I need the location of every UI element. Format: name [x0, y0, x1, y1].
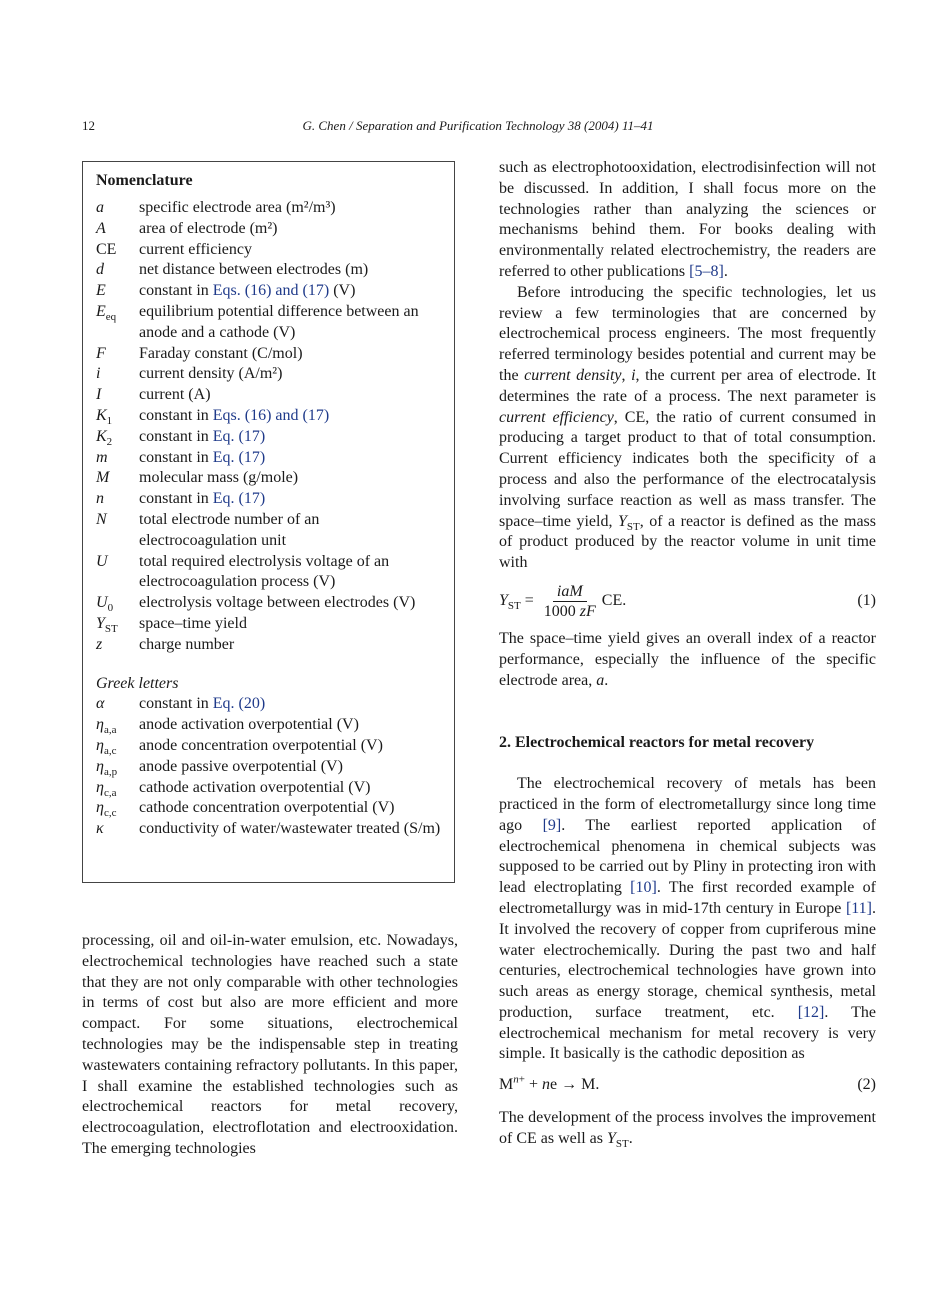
greek-definition: conductivity of water/wastewater treated (S/m): [139, 820, 441, 838]
nomenclature-row: [96, 427, 441, 448]
nomenclature-row: [96, 219, 441, 240]
nomenclature-symbol: M: [96, 469, 110, 487]
nomenclature-title: Nomenclature: [96, 172, 193, 189]
greek-definition: cathode activation overpotential (V): [139, 778, 371, 796]
nomenclature-row: [96, 635, 441, 656]
greek-symbol: $\eta_{a,c}$: [96, 736, 117, 758]
equation-reference-link[interactable]: Eqs. (16) and (17): [212, 406, 330, 424]
nomenclature-symbol: m: [96, 448, 108, 466]
nomenclature-symbol: N: [96, 510, 107, 528]
greek-letters-list: [96, 694, 441, 840]
nomenclature-row: [96, 510, 441, 552]
nomenclature-symbol: i: [96, 365, 101, 383]
nomenclature-symbol: F: [96, 344, 106, 362]
nomenclature-definition: electrolysis voltage between electrodes (V): [139, 594, 416, 612]
paragraph-space-time-yield: The space–time yield gives an overall index of a reactor performance, especially the influence of the specific electrode area, a.: [499, 629, 876, 689]
nomenclature-row: [96, 364, 441, 385]
greek-row: [96, 778, 441, 799]
ref-5-8-link[interactable]: [5–8]: [689, 262, 724, 280]
equation-1: [499, 582, 876, 621]
nomenclature-symbol: a: [96, 199, 104, 216]
nomenclature-row: [96, 240, 441, 261]
greek-letters-title: Greek letters: [96, 674, 179, 692]
nomenclature-definition: constant in Eqs. (16) and (17) (V): [139, 282, 356, 300]
greek-definition: constant in Eq. (20): [139, 695, 266, 713]
nomenclature-definition: current density (A/m²): [139, 365, 283, 383]
equation-2: [499, 1075, 876, 1096]
nomenclature-row: [96, 593, 441, 614]
greek-row: [96, 736, 441, 757]
equation-reference-link[interactable]: Eq. (17): [212, 448, 266, 466]
nomenclature-row: [96, 260, 441, 281]
paragraph-terminology: Before introducing the specific technologies, let us review a few terminologies that are concerned by electrochemical process engineers. The most frequently referred terminology besides potential and current may be the current density, i, the current per area of electrode. It determines the rate of a process. The next parameter is current efficiency, CE, the ratio of current consumed in producing a target product to that of total consumption. Current efficiency indicates both the specificity of a process and also the performance of the electrocatalysis involving surface reaction as well as mass transfer. The space–time yield, $Y_{ST}$, of a reactor is defined as the mass of product produced by the reactor volume in unit time with: [499, 283, 877, 572]
nomenclature-definition: equilibrium potential difference between an anode and a cathode (V): [139, 302, 419, 341]
nomenclature-symbol: I: [96, 386, 102, 404]
nomenclature-symbol: n: [96, 490, 104, 508]
greek-row: [96, 819, 441, 840]
equation-2-label: (2): [857, 1076, 876, 1094]
paragraph-metal-recovery: The electrochemical recovery of metals has been practiced in the form of electrometallurgy since long time ago [9]. The earliest reported application of electrochemical phenomena in chemical subjects was supposed to be carried out by Pliny in protecting iron with lead electroplating [10]. The first recorded example of electrometallurgy was in mid-17th century in Europe [11]. It involved the recovery of copper from cupriferous mine water electrochemically. During the past two and half centuries, electrochemical technologies have grown into such areas as energy storage, chemical synthesis, metal production, surface treatment, etc. [12]. The electrochemical mechanism for metal recovery is very simple. It basically is the cathodic deposition as: [499, 775, 877, 1063]
greek-row: [96, 715, 441, 736]
greek-row: [96, 694, 441, 715]
nomenclature-symbol: $U_0$: [96, 594, 114, 615]
ref-12-link[interactable]: [12]: [797, 1003, 825, 1021]
nomenclature-definition: total required electrolysis voltage of an electrocoagulation process (V): [139, 552, 390, 591]
nomenclature-definition: space–time yield: [139, 614, 247, 632]
nomenclature-definition: current (A): [139, 386, 211, 404]
equation-1-fraction: $\frac{\text{iaM}}{1000 zF}$: [543, 582, 596, 620]
nomenclature-symbol: $E_{eq}$: [96, 302, 117, 324]
equation-1-label: (1): [857, 592, 876, 610]
nomenclature-row: [96, 552, 441, 594]
greek-definition: anode passive overpotential (V): [139, 757, 343, 775]
greek-definition: cathode concentration overpotential (V): [139, 799, 395, 817]
nomenclature-row: [96, 448, 441, 469]
nomenclature-row: [96, 406, 441, 427]
nomenclature-symbol: U: [96, 552, 108, 570]
nomenclature-symbol: $K_1$: [96, 406, 113, 428]
nomenclature-row: [96, 468, 441, 489]
greek-symbol: $\eta_{a,a}$: [96, 716, 117, 737]
nomenclature-row: [96, 344, 441, 365]
left-column-text: [82, 931, 458, 1160]
nomenclature-definition: molecular mass (g/mole): [139, 469, 299, 487]
nomenclature-symbol: A: [96, 219, 106, 237]
nomenclature-box: [82, 161, 455, 883]
nomenclature-row: [96, 302, 441, 344]
nomenclature-row: [96, 489, 441, 510]
paragraph-development: The development of the process involves the improvement of CE as well as $Y_{ST}$.: [499, 1109, 876, 1151]
page-number: 12: [82, 118, 95, 133]
greek-definition: anode concentration overpotential (V): [139, 736, 383, 754]
equation-reference-link[interactable]: Eq. (20): [212, 695, 266, 713]
nomenclature-row: [96, 281, 441, 302]
nomenclature-definition: Faraday constant (C/mol): [139, 344, 303, 362]
nomenclature-definition: current efficiency: [139, 240, 252, 258]
nomenclature-row: [96, 198, 441, 219]
nomenclature-definition: total electrode number of an electrocoagulation unit: [139, 510, 320, 549]
equation-1-body: $Y_{ST}$ = $\frac{\text{iaM}}{1000 zF}$ CE.: [499, 582, 627, 620]
nomenclature-symbol: z: [96, 635, 103, 653]
nomenclature-row: [96, 614, 441, 635]
ref-11-link[interactable]: [11]: [845, 899, 872, 917]
nomenclature-definition: constant in Eq. (17): [139, 490, 266, 508]
equation-2-body: $M^{n+}$ + ne → M.: [499, 1073, 600, 1094]
greek-symbol: α: [96, 695, 105, 713]
nomenclature-definition: constant in Eq. (17): [139, 427, 266, 445]
nomenclature-symbol: E: [96, 282, 106, 300]
nomenclature-definition: constant in Eqs. (16) and (17): [139, 406, 330, 424]
nomenclature-symbol: $K_2$: [96, 427, 113, 448]
ref-10-link[interactable]: [10]: [630, 879, 657, 897]
nomenclature-symbol: CE: [96, 240, 117, 258]
running-title: G. Chen / Separation and Purification Technology 38 (2004) 11–41: [302, 118, 654, 133]
nomenclature-definition: charge number: [139, 635, 235, 653]
nomenclature-definition: constant in Eq. (17): [139, 448, 266, 466]
equation-reference-link[interactable]: Eq. (17): [212, 490, 266, 508]
nomenclature-definition: net distance between electrodes (m): [139, 261, 369, 279]
equation-reference-link[interactable]: Eq. (17): [212, 427, 266, 445]
nomenclature-definition: specific electrode area (m²/m³): [139, 199, 336, 216]
nomenclature-list: [96, 198, 441, 656]
right-column: [499, 158, 876, 1150]
paragraph-scope: such as electrophotooxidation, electrodisinfection will not be discussed. In addition, I shall focus more on the technologies rather than analyzing the sciences or mechanisms behind them. For books dealing with environmentally related electrochemistry, the readers are referred to other publications [5–8].: [499, 159, 876, 280]
nomenclature-definition: area of electrode (m²): [139, 219, 278, 237]
ref-9-link[interactable]: [9]: [542, 816, 562, 834]
nomenclature-symbol: d: [96, 261, 104, 279]
intro-paragraph-continued: processing, oil and oil-in-water emulsion, etc. Nowadays, electrochemical technologies have reached such a state that they are not only comparable with other technologies in terms of cost but also are more efficient and more compact. For some situations, electrochemical technologies may be the indispensable step in treating wastewaters containing refractory pollutants. In this paper, I shall examine the established technologies such as electrochemical reactors for metal recovery, electrocoagulation, electroflotation and electrooxidation. The emerging technologies: [82, 932, 458, 1157]
greek-row: [96, 798, 441, 819]
greek-symbol: $\eta_{c,a}$: [96, 778, 117, 799]
greek-symbol: $\eta_{c,c}$: [96, 799, 117, 820]
section-2-heading: 2. Electrochemical reactors for metal recovery: [499, 734, 815, 752]
greek-row: [96, 757, 441, 778]
greek-definition: anode activation overpotential (V): [139, 716, 359, 734]
greek-symbol: $\eta_{a,p}$: [96, 757, 118, 778]
greek-symbol: κ: [96, 820, 104, 838]
nomenclature-row: [96, 385, 441, 406]
equation-reference-link[interactable]: Eqs. (16) and (17): [212, 282, 330, 300]
nomenclature-symbol: $Y_{ST}$: [96, 614, 118, 636]
